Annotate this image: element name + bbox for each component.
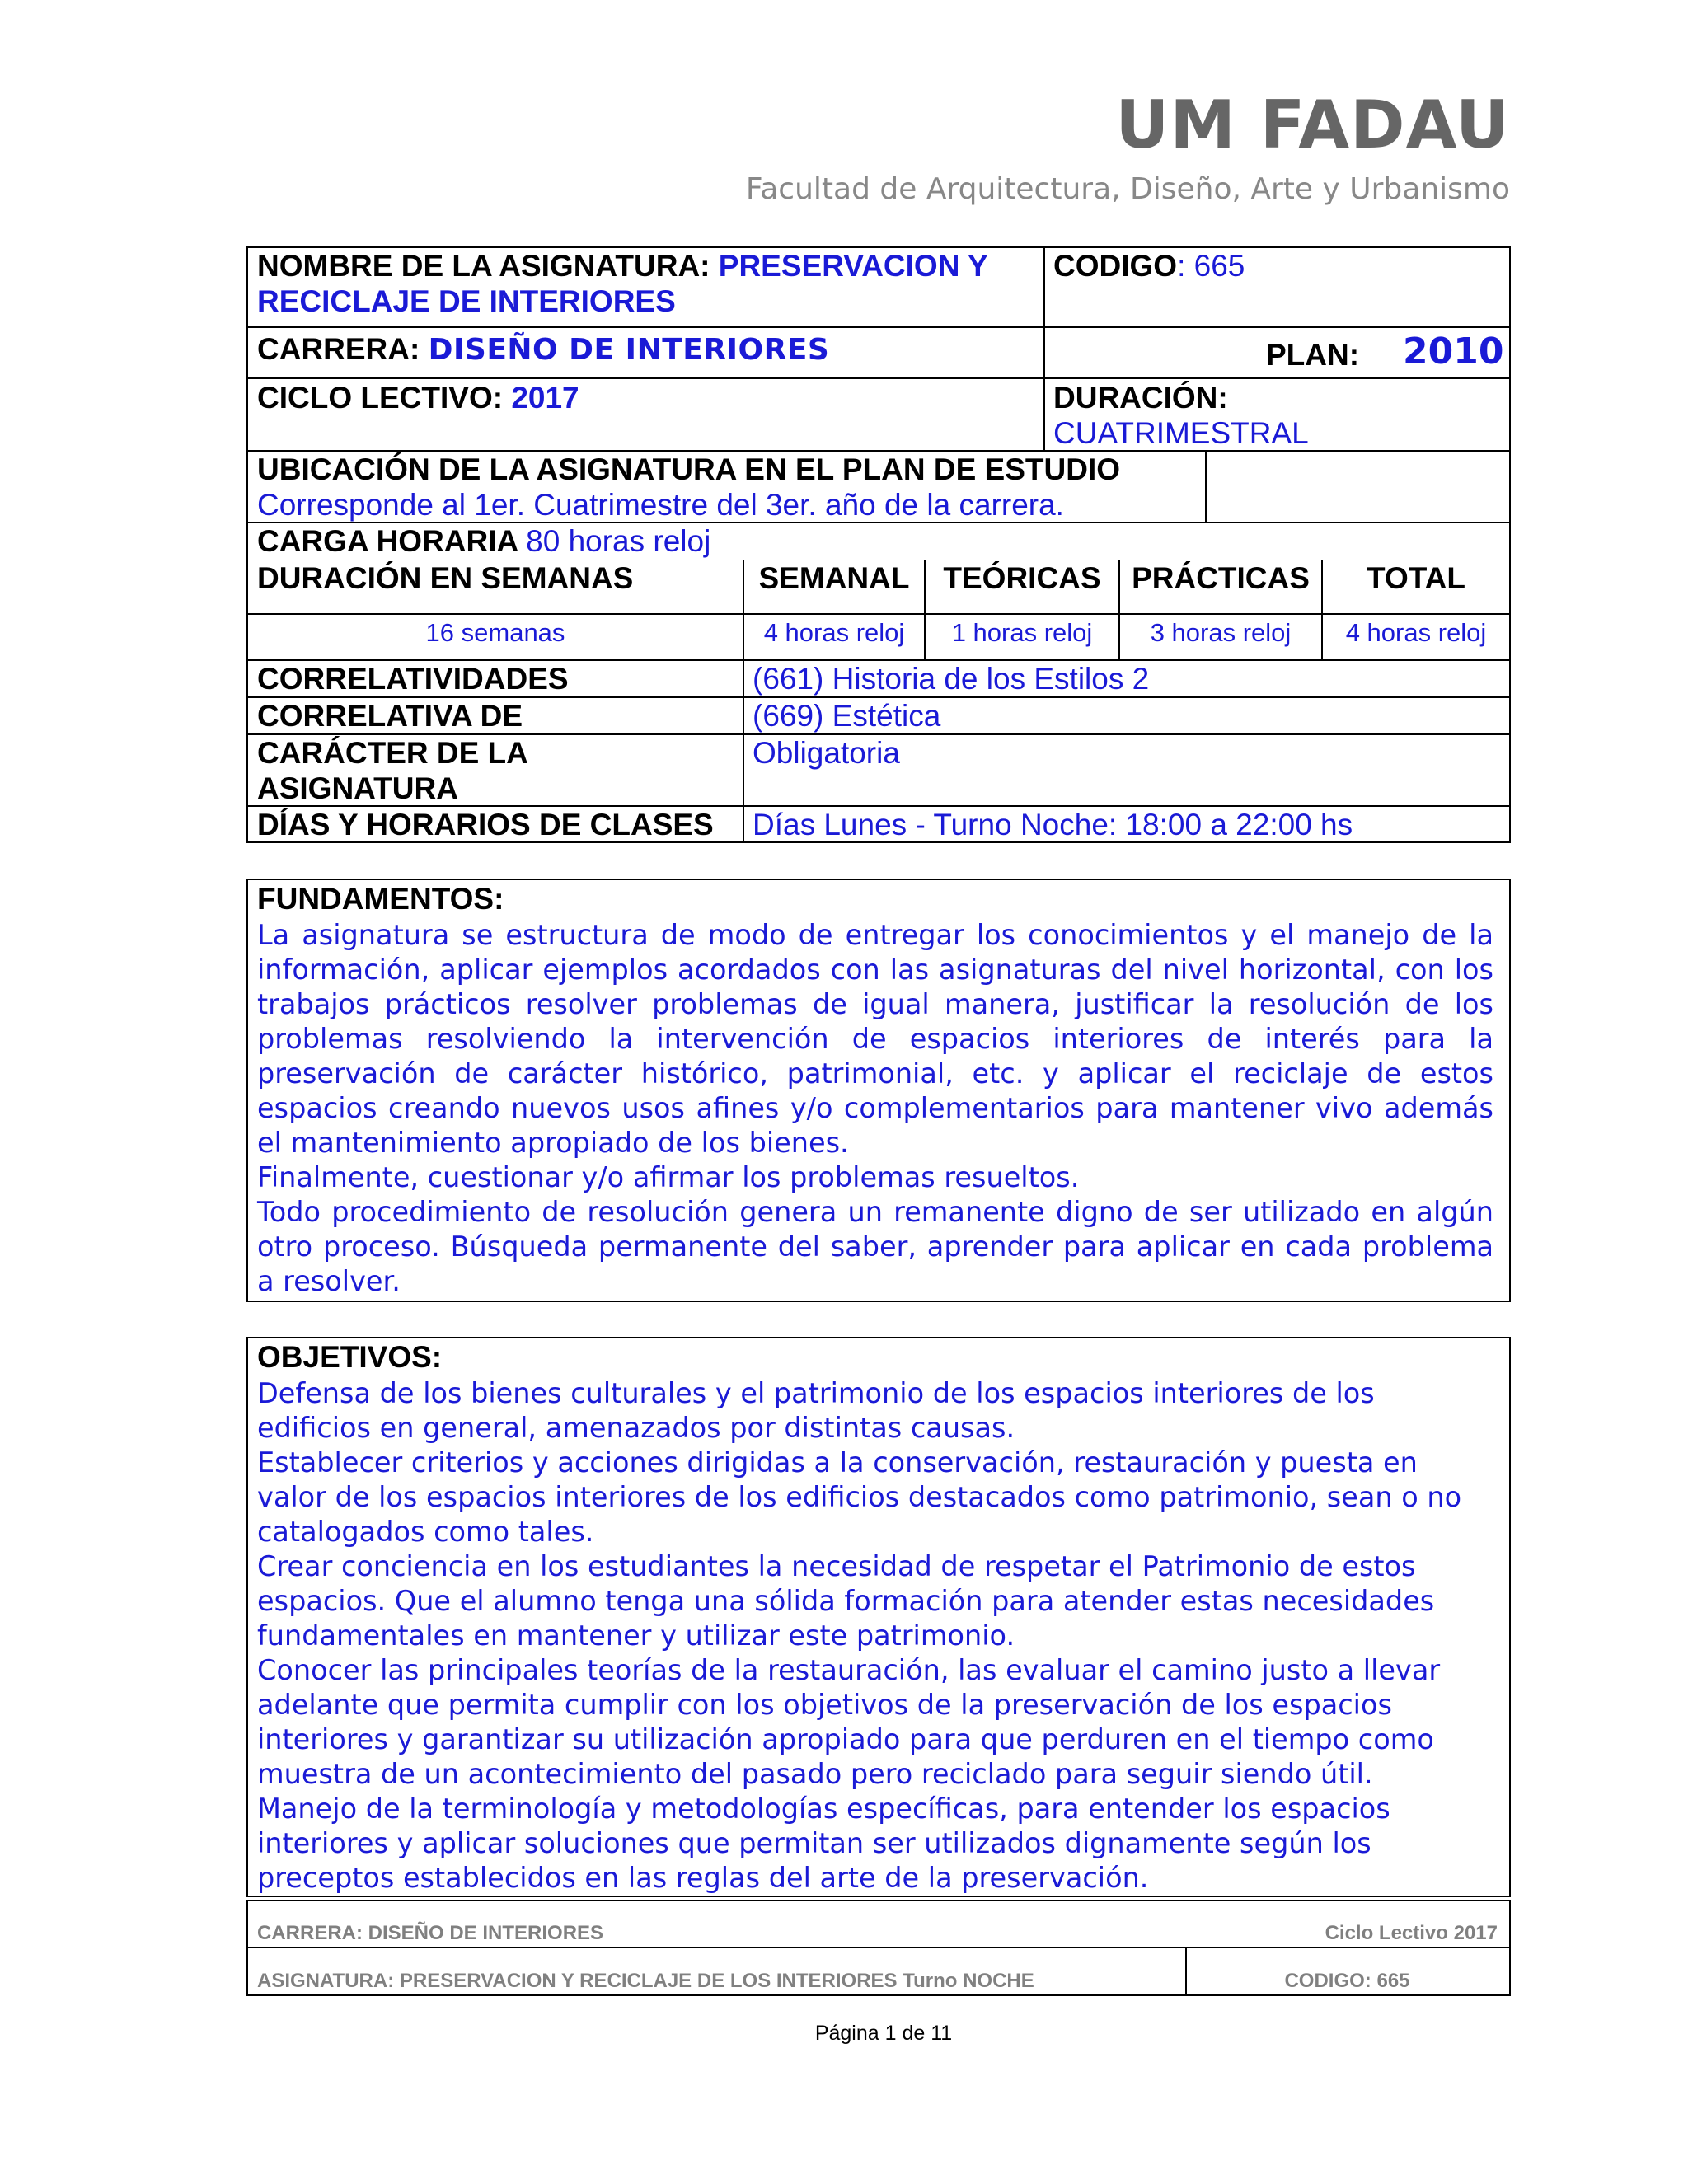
code-value: : 665 bbox=[1177, 249, 1245, 283]
duration-field bbox=[1053, 381, 1309, 451]
page-number: Página 1 de 11 bbox=[814, 2022, 953, 2045]
plan-label: PLAN: bbox=[1266, 338, 1360, 372]
workload-field bbox=[257, 524, 710, 560]
prerequisites-value: (661) Historia de los Estilos 2 bbox=[753, 662, 1150, 696]
subject-name-value-2: RECICLAJE DE INTERIORES bbox=[257, 284, 676, 318]
duration-value: CUATRIMESTRAL bbox=[1053, 415, 1309, 450]
institution-subtitle: Facultad de Arquitectura, Diseño, Arte y Urbanismo bbox=[745, 172, 1510, 206]
plan-value: 2010 bbox=[1403, 330, 1504, 373]
code-label: CODIGO bbox=[1053, 249, 1178, 283]
subject-name-field bbox=[257, 249, 1040, 319]
footer-code: CODIGO: 665 bbox=[1284, 1970, 1410, 1992]
plan-location-value: Corresponde al 1er. Cuatrimestre del 3er. año de la carrera. bbox=[257, 487, 1064, 522]
objetivos-paragraph-2: Establecer criterios y acciones dirigidas a la conservación, restauración y puesta en valor de los espacios interiores de los edificios destacados como patrimonio, sean o no catalogados como tales. bbox=[257, 1446, 1462, 1548]
subject-type-value: Obligatoria bbox=[753, 736, 900, 770]
footer-subject: ASIGNATURA: PRESERVACION Y RECICLAJE DE LOS INTERIORES Turno NOCHE bbox=[257, 1970, 1034, 1992]
academic-cycle-label: CICLO LECTIVO: bbox=[257, 381, 512, 415]
subject-name-value-1: PRESERVACION Y bbox=[718, 249, 988, 283]
duration-label: DURACIÓN: bbox=[1053, 381, 1228, 415]
fundamentos-heading: FUNDAMENTOS: bbox=[257, 882, 504, 916]
hours-header-practice: PRÁCTICAS bbox=[1132, 561, 1310, 595]
academic-cycle-value: 2017 bbox=[511, 381, 579, 415]
hours-value-total: 4 horas reloj bbox=[1345, 618, 1487, 647]
objetivos-paragraph-4: Conocer las principales teorías de la restauración, las evaluar el camino justo a llevar adelante que permita cumplir con los objetivos de la preservación de los espacios interiores y garantizar su utilización apropiado para que perduren en el tiempo como muestra de un acontecimiento del pasado pero reciclado para seguir siendo útil. bbox=[257, 1654, 1441, 1790]
fundamentos-body bbox=[257, 918, 1493, 1299]
subject-type-label: CARÁCTER DE LA ASIGNATURA bbox=[257, 736, 528, 805]
hours-value-theory: 1 horas reloj bbox=[951, 618, 1093, 647]
hours-header-theory: TEÓRICAS bbox=[943, 561, 1101, 595]
prerequisites-label: CORRELATIVIDADES bbox=[257, 662, 569, 696]
workload-value: 80 horas reloj bbox=[526, 524, 711, 558]
objetivos-paragraph-5: Manejo de la terminología y metodologías específicas, para entender los espacios interiores y aplicar soluciones que permitan ser utilizados dignamente según los preceptos establecidos en las reglas del arte de la preservación. bbox=[257, 1793, 1390, 1894]
plan-location-label: UBICACIÓN DE LA ASIGNATURA EN EL PLAN DE ESTUDIO bbox=[257, 452, 1121, 486]
career-value: DISEÑO DE INTERIORES bbox=[428, 333, 830, 367]
prerequisite-of-label: CORRELATIVA DE bbox=[257, 699, 523, 733]
institution-title: UM FADAU bbox=[1115, 87, 1510, 163]
hours-header-total: TOTAL bbox=[1367, 561, 1465, 595]
hours-header-weeks: DURACIÓN EN SEMANAS bbox=[257, 561, 634, 595]
objetivos-paragraph-1: Defensa de los bienes culturales y el patrimonio de los espacios interiores de los edificios en general, amenazados por distintas causas. bbox=[257, 1377, 1375, 1444]
workload-label: CARGA HORARIA bbox=[257, 524, 527, 558]
fundamentos-paragraph-1: La asignatura se estructura de modo de entregar los conocimientos y el manejo de la información, aplicar ejemplos acordados con las asignaturas del nivel horizontal, con los trabajos prácticos resolver problemas de igual manera, justificar la resolución de los problemas resolviendo la intervención de espacios interiores de interés para la preservación de carácter histórico, patrimonial, etc. y aplicar el reciclaje de estos espacios creando nuevos usos afines y/o complementarios para mantener vivo además el mantenimiento apropiado de los bienes. bbox=[257, 919, 1493, 1159]
footer-cycle: Ciclo Lectivo 2017 bbox=[1325, 1922, 1498, 1944]
code-field bbox=[1053, 249, 1245, 284]
career-field bbox=[257, 332, 829, 368]
schedule-label: DÍAS Y HORARIOS DE CLASES bbox=[257, 808, 714, 841]
hours-value-practice: 3 horas reloj bbox=[1150, 618, 1292, 647]
fundamentos-paragraph-2: Finalmente, cuestionar y/o afirmar los problemas resueltos. bbox=[257, 1161, 1080, 1193]
footer-career: CARRERA: DISEÑO DE INTERIORES bbox=[257, 1922, 604, 1944]
schedule-value: Días Lunes - Turno Noche: 18:00 a 22:00 hs bbox=[753, 808, 1353, 841]
objetivos-heading: OBJETIVOS: bbox=[257, 1340, 443, 1374]
academic-cycle-field bbox=[257, 381, 579, 416]
prerequisite-of-value: (669) Estética bbox=[753, 699, 941, 733]
hours-value-weekly: 4 horas reloj bbox=[763, 618, 905, 647]
objetivos-paragraph-3: Crear conciencia en los estudiantes la necesidad de respetar el Patrimonio de estos espacios. Que el alumno tenga una sólida formación para atender estas necesidades fundamentales en mantener y utilizar este patrimonio. bbox=[257, 1550, 1435, 1652]
hours-header-weekly: SEMANAL bbox=[758, 561, 910, 595]
subject-name-label: NOMBRE DE LA ASIGNATURA: bbox=[257, 249, 719, 283]
hours-value-weeks: 16 semanas bbox=[425, 618, 565, 647]
fundamentos-paragraph-3: Todo procedimiento de resolución genera un remanente digno de ser utilizado en algún otro proceso. Búsqueda permanente del saber, aprender para aplicar en cada problema a resolver. bbox=[257, 1196, 1493, 1297]
plan-location-field bbox=[257, 452, 1120, 523]
career-label: CARRERA: bbox=[257, 332, 429, 366]
objetivos-body bbox=[257, 1376, 1493, 1896]
